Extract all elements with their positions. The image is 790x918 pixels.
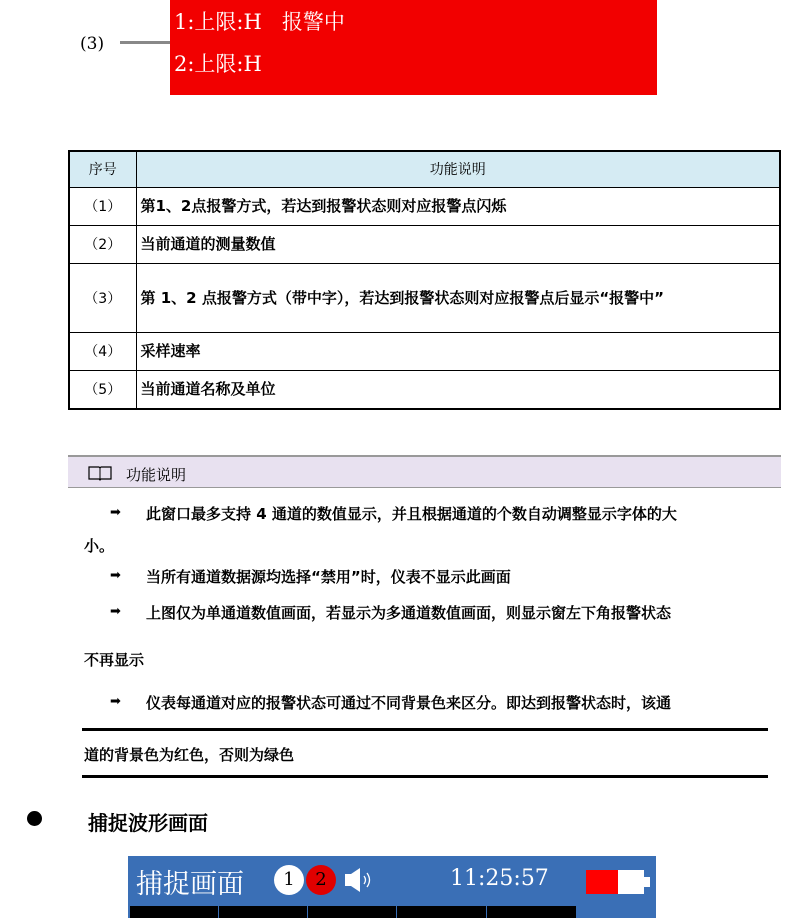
- grid-line: [486, 906, 487, 918]
- grid-line: [396, 906, 397, 918]
- alarm-line-2: 2:上限:H: [174, 52, 262, 76]
- info-title: 功能说明: [126, 466, 187, 484]
- book-icon: [88, 465, 112, 481]
- function-table: [68, 150, 781, 410]
- row-no: （2）: [69, 225, 136, 263]
- bullet-dot: [27, 811, 42, 826]
- divider-rule: [82, 728, 768, 731]
- grid-line: [218, 906, 219, 918]
- row-no: （4）: [69, 332, 136, 370]
- capture-screen: [128, 856, 656, 918]
- row-desc: 第 1、2 点报警方式（带中字），若达到报警状态则对应报警点后显示“报警中”: [136, 263, 780, 332]
- section-title: 捕捉波形画面: [88, 811, 208, 835]
- arrow-icon: ➡: [110, 694, 121, 709]
- channel-2-badge: 2: [306, 865, 336, 895]
- row-desc: 当前通道名称及单位: [136, 370, 780, 409]
- info-paragraph-3: 上图仅为单通道数值画面，若显示为多通道数值画面，则显示窗左下角报警状态: [146, 604, 672, 622]
- row-no: （3）: [69, 263, 136, 332]
- info-paragraph-4-cont: 道的背景色为红色，否则为绿色: [84, 746, 295, 764]
- row-desc: 采样速率: [136, 332, 780, 370]
- row-no: （1）: [69, 187, 136, 225]
- table-row: [69, 332, 780, 370]
- arrow-icon: ➡: [110, 604, 121, 619]
- header-desc: 功能说明: [136, 151, 780, 187]
- info-paragraph-1: 此窗口最多支持 4 通道的数值显示，并且根据通道的个数自动调整显示字体的大: [146, 505, 677, 523]
- table-row: [69, 263, 780, 332]
- alarm-panel: [170, 0, 657, 95]
- capture-time: 11:25:57: [450, 866, 549, 891]
- battery-icon: [586, 870, 650, 894]
- capture-title: 捕捉画面: [136, 869, 244, 900]
- info-paragraph-4: 仪表每通道对应的报警状态可通过不同背景色来区分。即达到报警状态时，该通: [146, 694, 672, 712]
- info-paragraph-1-cont: 小。: [84, 537, 115, 555]
- info-paragraph-3-cont: 不再显示: [84, 651, 145, 669]
- callout-label-3: (3): [80, 34, 105, 54]
- waveform-grid: [130, 906, 576, 918]
- alarm-line-1: 1:上限:H 报警中: [174, 10, 345, 34]
- row-desc: 第1、2点报警方式，若达到报警状态则对应报警点闪烁: [136, 187, 780, 225]
- divider-rule: [82, 775, 768, 778]
- table-row: [69, 187, 780, 225]
- arrow-icon: ➡: [110, 505, 121, 520]
- grid-line: [307, 906, 308, 918]
- info-header: [68, 455, 781, 488]
- speaker-icon: [343, 866, 377, 894]
- table-row: [69, 225, 780, 263]
- arrow-icon: ➡: [110, 568, 121, 583]
- row-desc: 当前通道的测量数值: [136, 225, 780, 263]
- row-no: （5）: [69, 370, 136, 409]
- table-row: [69, 370, 780, 409]
- header-no: 序号: [69, 151, 136, 187]
- info-paragraph-2: 当所有通道数据源均选择“禁用”时，仪表不显示此画面: [146, 568, 511, 586]
- channel-1-badge: 1: [274, 865, 304, 895]
